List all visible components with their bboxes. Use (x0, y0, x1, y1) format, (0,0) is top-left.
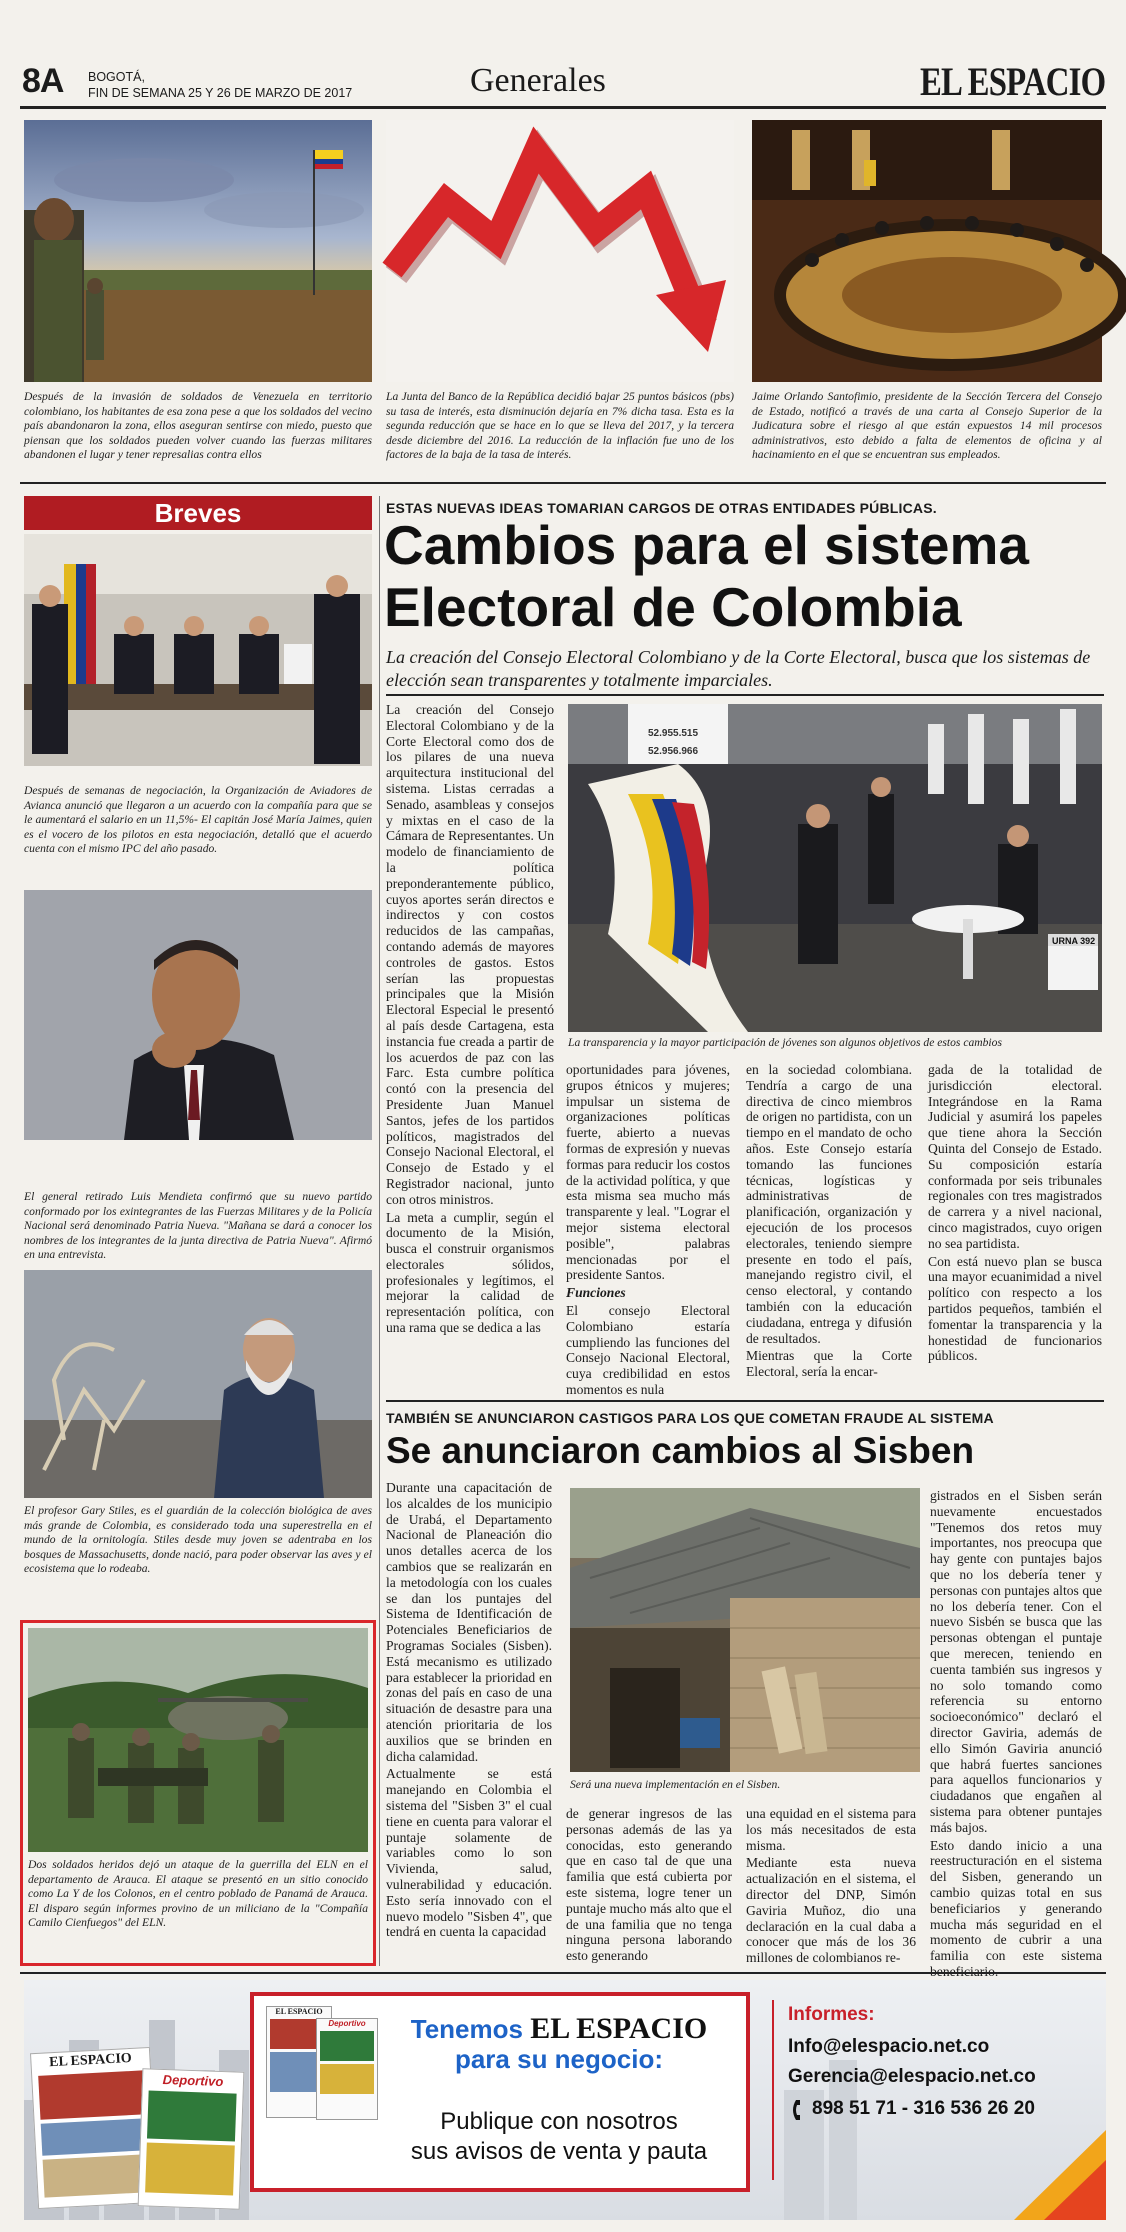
photo-sisben-housing (570, 1488, 920, 1772)
ad-headline-part1: Tenemos (410, 2014, 523, 2044)
ad-center-panel (250, 1992, 750, 2192)
article2-photo-caption: Será una nueva implementación en el Sisben. (570, 1778, 781, 1791)
article2-col1-p2: Actualmente se está manejando en Colombia el sistema del "Sisben 3" el cual tiene en cuenta para valorar el puntaje solamente de variables como lo son Vivienda, salud, vulnerabilidad y educación. Esto sería innovado con el nuevo modelo "Sisben 4", que tendrá en cuenta la capacidad (386, 1766, 552, 1940)
ad-headline (384, 2014, 734, 2074)
section-title: Generales (470, 62, 606, 99)
article1-col4-p1: gada de la totalidad de jurisdicción electoral. Integrándose en la Rama Judicial y asumirá los papeles que tiene ahora la Sección Quinta del Consejo de Estado. Su composición estaría conformada por seis tribunales regionales con tres magistrados de carrera y a nivel nacional, cinco magistrados, cuyo origen no sea partidista. (928, 1062, 1102, 1251)
article2-col3-p2: Mediante esta nueva actualización en el sistema, el director del DNP, Simón Gaviria Muñoz, dio una declaración en la cual daba a conocer que más de los 36 millones de colombianos re- (746, 1855, 916, 1966)
article1-col1 (386, 702, 554, 1394)
phone-icon (788, 2098, 806, 2122)
ad-tagline-line2: sus avisos de venta y pauta (410, 2138, 708, 2165)
caption-breve-4: Dos soldados heridos dejó un ataque de la guerrilla del ELN en el departamento de Arauca. El ataque se presentó en un sitio conocido como La Y de los Colonos, en el centro poblado de Panamá de Arauca. El disparo según informes provino de un miliciano de la "Compañía Camilo Cienfuegos" del ELN. (28, 1858, 368, 1930)
ad-tagline-line1: Publique con nosotros (440, 2108, 678, 2135)
photo-eln-soldiers (28, 1628, 368, 1852)
photo-avianca-pilots (24, 534, 372, 766)
dateline-date: FIN DE SEMANA 25 Y 26 DE MARZO DE 2017 (88, 86, 353, 100)
screen-number-1: 52.955.515 (648, 728, 699, 739)
ad-phone-numbers[interactable]: 898 51 71 - 316 536 26 20 (812, 2098, 1035, 2119)
breves-banner (24, 496, 372, 530)
ad-panel-newspaper-2 (316, 2018, 378, 2120)
article1-photo-caption: La transparencia y la mayor participación de jóvenes son algunos objetivos de estos cambios (568, 1036, 1002, 1049)
article1-col3 (746, 1062, 912, 1394)
ad-info-divider (772, 2000, 774, 2180)
caption-top-1: Después de la invasión de soldados de Venezuela en territorio colombiano, los habitantes de esa zona pese a que los soldados del vecino país abandonaron la zona, ellos aseguran sentirse con miedo, puesto que piensan que los soldados pueden volver cuando las fuerzas militares abandonen el lugar y tener represalias contra ellos (24, 390, 372, 462)
caption-top-2: La Junta del Banco de la República decidió bajar 25 puntos básicos (pbs) su tasa de interés, esta disminución dejaría en 7% dicha tasa. Esta es la segunda reducción que se hace en lo que se lleva del 2017, y la tercera desde diciembre del 2016. La reducción de la inflación fue uno de los factores de la baja de la tasa de interés. (386, 390, 734, 462)
article1-headline-line1: Cambios para el sistema (384, 514, 1030, 576)
page-bottom-rule (20, 1972, 1106, 1974)
article1-col2 (566, 1062, 730, 1397)
ad-mini-brand-2: Deportivo (328, 2019, 366, 2028)
column-divider (379, 496, 380, 1966)
article1-col4-p2: Con está nuevo plan se busca una mayor ecuanimidad a nivel político con respecto a los partidos pequeños, también el fomentar la transparencia y la honestidad de funcionarios públicos. (928, 1253, 1102, 1364)
caption-breve-3: El profesor Gary Stiles, es el guardián de la colección biológica de aves más grande de Colombia, es considerado toda una superestrella en el mundo de la ornitología. Stiles desde muy joven se adentraba en los bosques de Massachusetts, donde nació, para poder observar las aves y el ecosistema que lo rodeaba. (24, 1504, 372, 1576)
caption-top-3: Jaime Orlando Santofimio, presidente de la Sección Tercera del Consejo de Estado, notificó a través de una carta al Consejo Superior de la Judicatura sobre el riesgo al que están expuestos 14 mil procesos administrativos, esto debido a falta de elementos de oficina y al hacinamiento en el que se encuentran sus empleados. (752, 390, 1102, 462)
masthead: EL ESPACIO (920, 59, 1106, 104)
ad-headline-part2: para su negocio: (454, 2044, 664, 2074)
ad-mini-newspaper-2 (138, 2068, 245, 2209)
article2-col4-p1: gistrados en el Sisben serán nuevamente encuestados "Tenemos dos retos muy importantes, nos preocupa que hay gente con puntajes bajos que no los debería tener y personas con puntajes altos que no los debería tener. Con el nuevo Sisbén se busca que las personas obtengan el puntaje que merecen, teniendo en cuenta también sus ingresos y no solo tomando como referencia su entorno socioeconómico" declaró el director Gaviria, además de ello Simón Gaviria anunció que habrá fuertes sanciones para aquellos funcionarios y ciudadanos que engañen al sistema para obtener puntajes más bajos. (930, 1488, 1102, 1835)
article1-kicker: ESTAS NUEVAS IDEAS TOMARIAN CARGOS DE OTRAS ENTIDADES PÚBLICAS. (386, 500, 937, 516)
ad-email-gerencia[interactable]: Gerencia@elespacio.net.co (788, 2066, 1036, 2087)
ad-mini-masthead-2: EL ESPACIO (275, 2007, 323, 2016)
article1-headline-line2: Electoral de Colombia (384, 576, 962, 638)
ad-email-info[interactable]: Info@elespacio.net.co (788, 2036, 990, 2057)
photo-gary-stiles (24, 1270, 372, 1498)
photo-electoral-event (568, 704, 1102, 1032)
caption-breve-2: El general retirado Luis Mendieta confirmó que su nuevo partido conformado por los exintegrantes de las Fuerzas Militares y de la Policía Nacional será denominado Patria Nueva. "Mañana se dará a conocer los nombres de los integrantes de la junta directiva de Patria Nueva". Afirmó en una entrevista. (24, 1190, 372, 1262)
ad-banner (24, 1980, 1106, 2220)
graphic-interest-rate-arrow (386, 120, 734, 382)
article1-deck: La creación del Consejo Electoral Colombiano y de la Corte Electoral, busca que los sistemas de elección sean transparentes y totalmente imparciales. (386, 647, 1091, 690)
caption-breve-1: Después de semanas de negociación, la Organización de Aviadores de Avianca anunció que llegaron a un acuerdo con la compañía para que se le aumentará el salario en un 11,5%- El capitán José María Jaimes, quien es el vocero de los pilotos en esta negociación, detalló que el acuerdo cuenta con el mismo IPC del año pasado. (24, 784, 372, 856)
article1-col2-subhead: Funciones (566, 1285, 626, 1301)
article1-end-rule (386, 1400, 1104, 1402)
photo-venezuela-border (24, 120, 372, 382)
ad-headline-brand: EL ESPACIO (530, 2012, 708, 2045)
article1-col3-p2: Mientras que la Corte Electoral, sería la encar- (746, 1348, 912, 1380)
article2-headline: Se anunciaron cambios al Sisben (386, 1430, 975, 1471)
top-row-rule (20, 482, 1106, 484)
article1-col2-p2: El consejo Electoral Colombiano estaría cumpliendo las funciones del Consejo Nacional Electoral, cuya credibilidad en estos momentos es nula (566, 1302, 730, 1397)
dateline-city: BOGOTÁ, (88, 70, 145, 84)
ballot-box-label: URNA 392 (1052, 936, 1096, 946)
article2-col4 (930, 1488, 1102, 1964)
article2-col1 (386, 1480, 552, 1964)
screen-number-2: 52.956.966 (648, 746, 699, 757)
article1-col1-p1: La creación del Consejo Electoral Colombiano y de la Corte Electoral como dos de los pilares de una nueva arquitectura institucional del sistema. Listas cerradas a Senado, asambleas y consejos y mixtas en el caso de la Cámara de Representantes. Un modelo de financiamiento de la política preponderantemente público, cuyos aportes serán directos e indirectos y con costos reducidos de las campañas, contando además de mayores controles de gastos. Estos serían las propuestas principales que la Misión Electoral Especial le presentó al país desde Cartagena, esta instancia fue creada a partir de los acuerdos de paz con las Farc. Esta cumbre política contó con la presencia del Presidente Juan Manuel Santos, jefes de los partidos políticos, magistrados del Consejo Nacional Electoral, el Consejo de Estado y el Registrador nacional, junto con otros ministros. (386, 702, 554, 1207)
photo-luis-mendieta (24, 890, 372, 1140)
article1-deck-rule (386, 694, 1104, 696)
article2-col3 (746, 1806, 916, 1964)
article1-col3-p1: en la sociedad colombiana. Tendría a cargo de una directiva de cinco miembros de origen no partidista, con un tiempo en el mandato de ocho años. Este Consejo estaría tomando las funciones técnicas, logísticas y administrativas de planificación, organización y ejecución de los procesos electorales, teniendo siempre presente en todo el país, manejando registro civil, el censo electoral, y contando también con la educación ciudadana, entrega y difusión de resultados. (746, 1062, 912, 1346)
article2-col2-p1: de generar ingresos de las personas además de las ya conocidas, esto generando que en caso tal de que una familia que está cubierta por este sistema, logre tener un puntaje mucho más alto que el de una familia que no tenga ninguna persona laborando esto generando (566, 1806, 732, 1964)
article2-col2 (566, 1806, 732, 1964)
header-rule (20, 106, 1106, 109)
article1-col4 (928, 1062, 1102, 1394)
photo-consejo-de-estado (752, 120, 1102, 382)
article1-col2-p1: oportunidades para jóvenes, grupos étnicos y mujeres; impulsar un sistema de organizaciones políticas fuerte, abierto a nuevas formas de expresión y nuevas formas para reducir los costos de la actividad política, y que esta misma sea mucho más transparente y leal. "Lograr el mejor sistema electoral posible", palabras mencionadas por el presidente Santos. (566, 1062, 730, 1283)
breves-title: Breves (154, 498, 242, 528)
ad-info-title: Informes: (788, 2004, 875, 2025)
article2-col4-p2: Esto dando inicio a una reestructuración en el sistema del Sisben, generando un cambio quizas total en sus beneficiarios y generando mucha más seguridad en el momento de cubrir a una familia con este sistema (930, 1837, 1102, 1964)
article2-col1-p1: Durante una capacitación de los alcaldes de los municipio de Urabá, el Departamento Nacional de Planeación dio unos detalles acerca de los cambios que se realizarán en la metodología con los cuales se dan los puntajes del Sistema de Identificación de Potenciales Beneficiarios de Programas Sociales (Sisben). Está mecanismo es utilizado para establecer la prioridad en zonas del país en caso de una situación de desastre para una atención prioritaria de los auxilios que se brinden en dicha calamidad. (386, 1480, 552, 1764)
ad-mini-brand-1: Deportivo (162, 2071, 224, 2090)
page-number: 8A (22, 62, 64, 100)
ad-mini-masthead-1: EL ESPACIO (48, 2050, 133, 2071)
article2-col3-p1: una equidad en el sistema para los más necesitados de esta misma. (746, 1806, 916, 1853)
article1-col1-p2: La meta a cumplir, según el documento de la Misión, busca el construir organismos electorales sólidos, profesionales y legítimos, el mejorar la calidad de representación política, con una rama que se dedica a las (386, 1209, 554, 1336)
article2-kicker: TAMBIÉN SE ANUNCIARON CASTIGOS PARA LOS QUE COMETAN FRAUDE AL SISTEMA (386, 1410, 994, 1426)
